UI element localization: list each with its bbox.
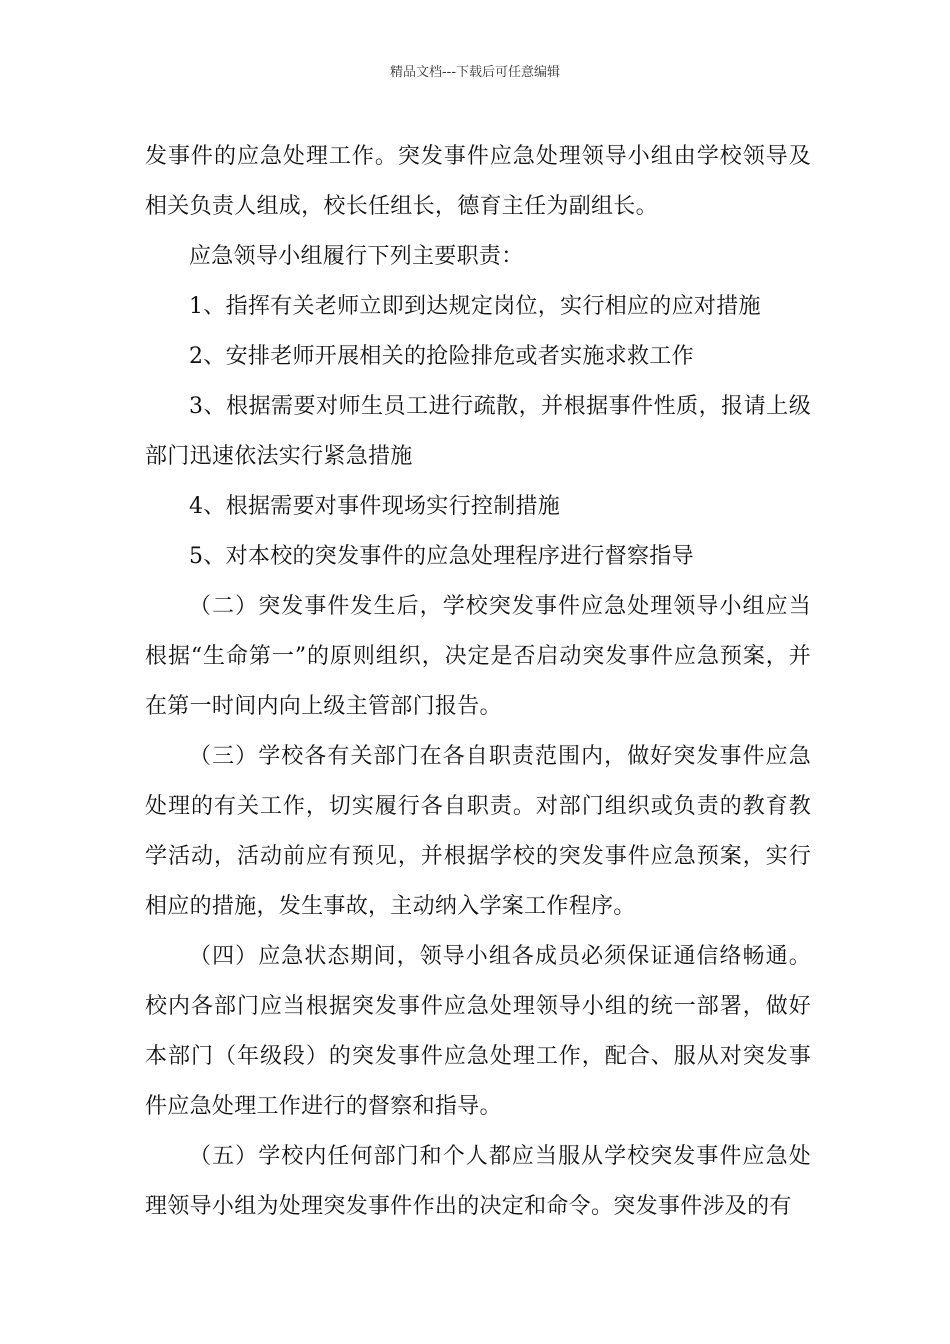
paragraph-5: 3、根据需要对师生员工进行疏散，并根据事件性质，报请上级部门迅速依法实行紧急措施 [145, 394, 811, 469]
paragraph-10: （四）应急状态期间，领导小组各成员必须保证通信络畅通。校内各部门应当根据突发事件应急处理领导小组的统一部署，做好本部门（年级段）的突发事件应急处理工作，配合、服从对突发事件应急处理工作进行的督察和指导。 [145, 944, 811, 1119]
document-body [145, 132, 811, 1232]
paragraph-7: 5、对本校的突发事件的应急处理程序进行督察指导 [189, 544, 694, 569]
page-header: 精品文档---下载后可任意编辑 [389, 65, 561, 80]
paragraph-11: （五）学校内任何部门和个人都应当服从学校突发事件应急处理领导小组为处理突发事件作出的决定和命令。突发事件涉及的有 [145, 1144, 811, 1219]
paragraph-9: （三）学校各有关部门在各自职责范围内，做好突发事件应急处理的有关工作，切实履行各自职责。对部门组织或负责的教育教学活动，活动前应有预见，并根据学校的突发事件应急预案，实行相应的措施，发生事故，主动纳入学案工作程序。 [145, 744, 811, 919]
paragraph-4: 2、安排老师开展相关的抢险排危或者实施求救工作 [189, 344, 694, 369]
paragraph-6: 4、根据需要对事件现场实行控制措施 [189, 494, 561, 519]
paragraph-3: 1、指挥有关老师立即到达规定岗位，实行相应的应对措施 [189, 294, 761, 319]
paragraph-2: 应急领导小组履行下列主要职责： [189, 244, 524, 269]
paragraph-1: 发事件的应急处理工作。突发事件应急处理领导小组由学校领导及相关负责人组成，校长任组长，德育主任为副组长。 [145, 144, 811, 219]
paragraph-8: （二）突发事件发生后，学校突发事件应急处理领导小组应当根据“生命第一”的原则组织，决定是否启动突发事件应急预案，并在第一时间内向上级主管部门报告。 [145, 594, 811, 719]
